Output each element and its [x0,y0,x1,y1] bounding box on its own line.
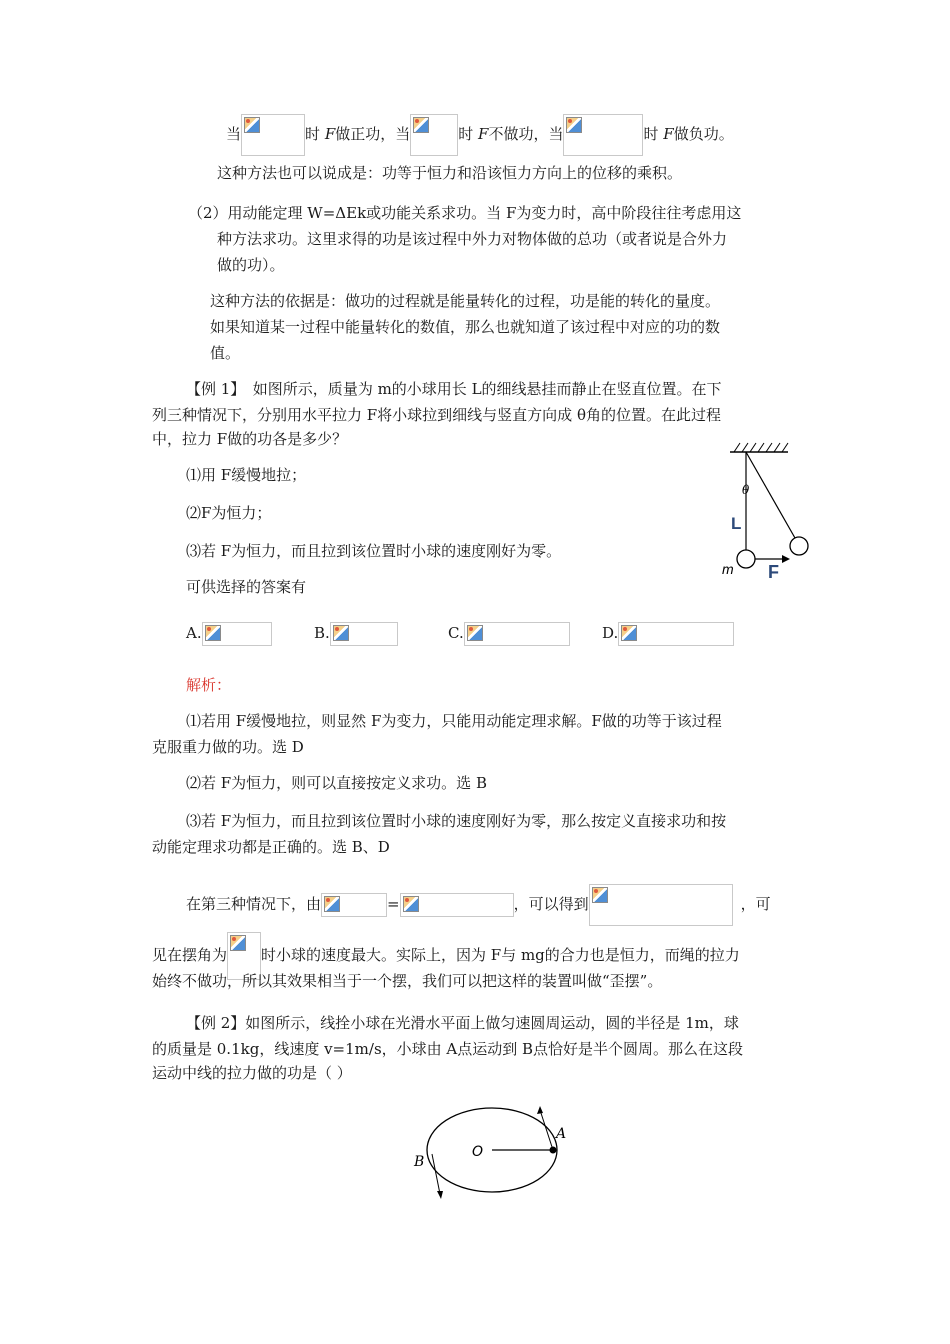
paragraph: 做的功）。 [217,256,285,274]
derivation-line [186,884,771,926]
paragraph: 如果知道某一过程中能量转化的数值，那么也就知道了该过程中对应的功的数 [210,318,721,336]
paragraph: 中，拉力 F做的功各是多少？ [152,430,348,448]
image-placeholder-icon [467,625,483,641]
example-title: 【例 2】如图所示，线拴小球在光滑水平面上做匀速圆周运动，圆的半径是 1m，球 [186,1014,739,1032]
choice-label: D. [602,624,619,642]
image-placeholder-icon [333,625,349,641]
paragraph: （2）用动能定理 W=ΔEk或功能关系求功。当 F为变力时，高中阶段往往考虑用这 [188,204,742,222]
formula-image [241,114,305,156]
analysis-title: 解析： [186,676,232,694]
force-arrowhead [782,555,790,563]
choice-label: B. [314,624,330,642]
length-label: L [731,514,742,533]
pendulum-figure [712,440,822,582]
paragraph: 克服重力做的功。选 D [152,738,304,756]
velocity-a [540,1110,553,1150]
paragraph: ⑵若 F为恒力，则可以直接按定义求功。选 B [186,774,487,792]
ceiling-hatch [734,443,788,452]
text-fragment: 时 [458,125,474,143]
formula-image [563,114,643,156]
text-fragment: 时 [643,125,659,143]
inclined-string [746,452,795,538]
formula-image [330,622,398,646]
formula-image [464,622,570,646]
text-fragment: 不做功，当 [488,125,564,143]
mass-label: m [722,561,734,577]
text-fragment: 见在摆角为 [152,946,228,964]
text-fragment: F [663,125,674,143]
question: ⑵F为恒力； [186,504,272,522]
text-fragment: F [324,125,336,143]
text-fragment: 做负功。 [673,125,734,143]
paragraph: 这种方法的依据是：做功的过程就是能量转化的过程，功是能的转化的量度。 [210,292,721,310]
formula-image [202,622,272,646]
text-fragment: 当 [226,125,242,143]
text-fragment: = [387,895,400,913]
image-placeholder-icon [413,117,429,133]
text-fragment: F [478,125,489,143]
paragraph: 动能定理求功都是正确的。选 B、D [152,838,390,856]
image-placeholder-icon [324,896,340,912]
choice-d[interactable] [602,622,734,646]
paragraph: ⑴若用 F缓慢地拉，则显然 F为变力，只能用动能定理求解。F做的功等于该过程 [186,712,722,730]
choice-label: A. [186,624,202,642]
question: ⑶若 F为恒力，而且拉到该位置时小球的速度刚好为零。 [186,542,562,560]
paragraph: 这种方法也可以说成是：功等于恒力和沿该恒力方向上的位移的乘积。 [217,164,683,182]
ball-displaced [790,537,808,555]
paragraph: 种方法求功。这里求得的功是该过程中外力对物体做的总功（或者说是合外力 [217,230,728,248]
condition-line [226,114,734,156]
choice-label: C. [448,624,464,642]
text-fragment: ，可以得到 [513,895,589,913]
formula-image [618,622,734,646]
text-fragment: ，可 [740,895,771,913]
velocity-b-arrowhead [437,1191,443,1199]
paragraph: 值。 [210,344,241,362]
point-a-label: A [556,1126,567,1142]
paragraph: ⑶若 F为恒力，而且拉到该位置时小球的速度刚好为零，那么按定义直接求功和按 [186,812,727,830]
example-title: 【例 1】 如图所示，质量为 m的小球用长 L的细线悬挂而静止在竖直位置。在下 [186,380,722,398]
theta-label: θ [742,483,750,497]
formula-image [589,884,733,926]
text-fragment: 做正功，当 [335,125,411,143]
paragraph: 始终不做功，所以其效果相当于一个摆，我们可以把这样的装置叫做“歪摆”。 [152,972,663,990]
paragraph: 的质量是 0.1kg，线速度 v=1m/s，小球由 A点运动到 B点恰好是半个圆周。那么在这段 [152,1040,744,1058]
image-placeholder-icon [566,117,582,133]
image-placeholder-icon [244,117,260,133]
image-placeholder-icon [403,896,419,912]
point-b-label: B [414,1154,425,1170]
velocity-a-arrowhead [537,1106,543,1114]
formula-image [410,114,458,156]
image-placeholder-icon [592,887,608,903]
formula-image [321,893,387,917]
image-placeholder-icon [230,935,246,951]
image-placeholder-icon [205,625,221,641]
choice-b[interactable] [314,622,398,646]
text-fragment: 时小球的速度最大。实际上，因为 F与 mg的合力也是恒力，而绳的拉力 [261,946,740,964]
circular-motion-figure [404,1100,584,1204]
question: 可供选择的答案有 [186,578,307,596]
image-placeholder-icon [621,625,637,641]
paragraph: 列三种情况下，分别用水平拉力 F将小球拉到细线与竖直方向成 θ角的位置。在此过程 [152,406,721,424]
choice-c[interactable] [448,622,570,646]
formula-image [400,893,514,917]
paragraph: 运动中线的拉力做的功是（ ） [152,1064,352,1082]
text-fragment: 在第三种情况下，由 [186,895,322,913]
question: ⑴用 F缓慢地拉； [186,466,307,484]
choice-a[interactable] [186,622,272,646]
ball-rest [737,550,755,568]
center-label: O [472,1144,484,1160]
force-label: F [768,562,779,582]
text-fragment: 时 [305,125,321,143]
